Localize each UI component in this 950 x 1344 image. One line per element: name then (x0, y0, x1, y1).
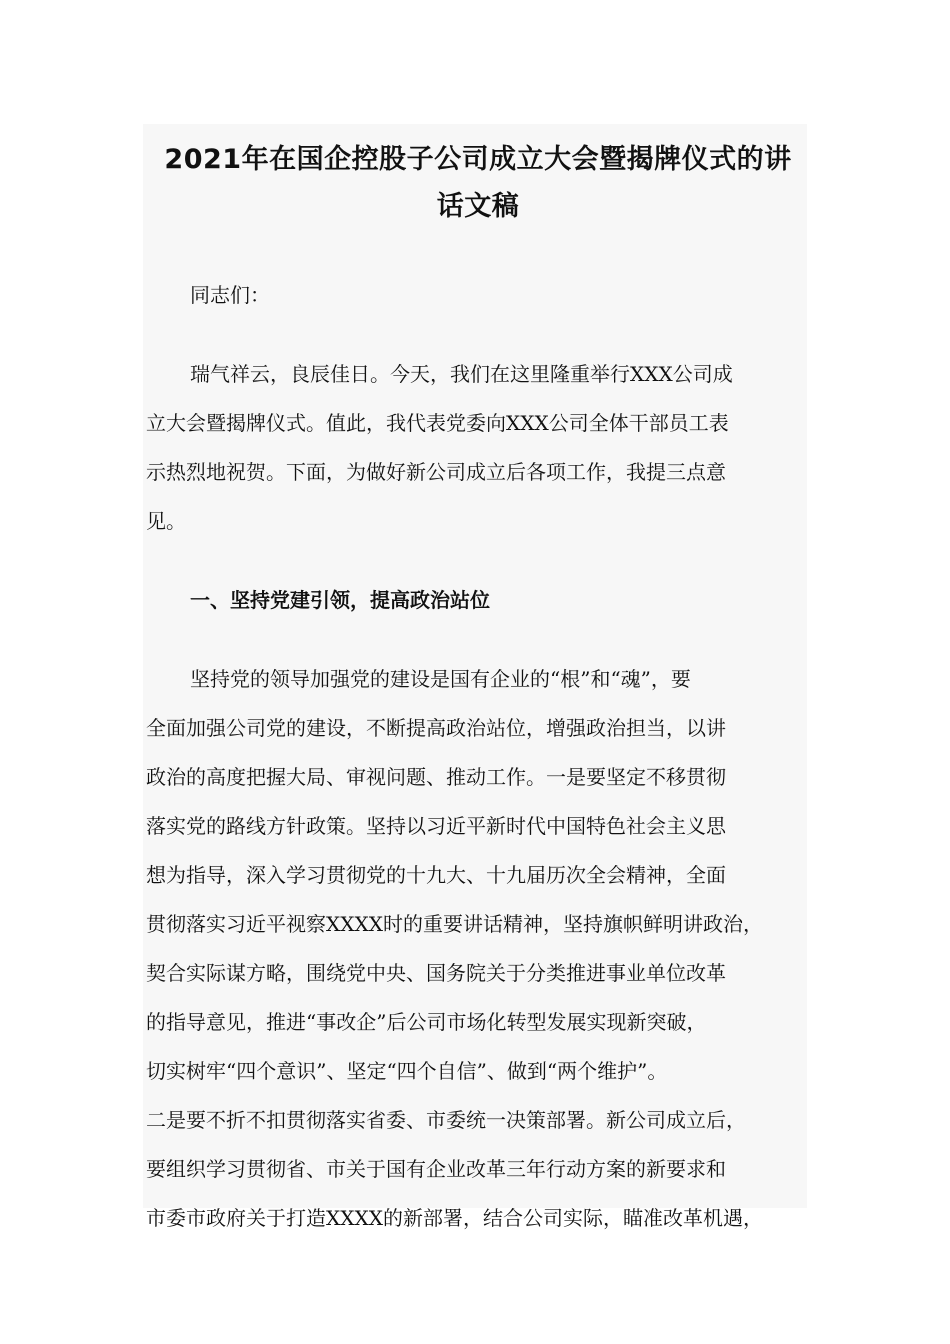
section-1-line: 要组织学习贯彻省、市关于国有企业改革三年行动方案的新要求和 (146, 1157, 726, 1181)
section-1-line: 二是要不折不扣贯彻落实省委、市委统一决策部署。新公司成立后， (146, 1108, 746, 1132)
section-1-line: 全面加强公司党的建设，不断提高政治站位，增强政治担当，以讲 (146, 716, 726, 740)
section-1-line: 的指导意见，推进“事改企”后公司市场化转型发展实现新突破， (146, 1010, 707, 1034)
section-1-line: 想为指导，深入学习贯彻党的十九大、十九届历次全会精神，全面 (146, 863, 726, 887)
section-1-line: 市委市政府关于打造XXXX的新部署，结合公司实际，瞄准改革机遇， (146, 1206, 763, 1230)
intro-paragraph (146, 350, 810, 546)
section-1-line: 切实树牢“四个意识”、坚定“四个自信”、做到“两个维护”。 (146, 1059, 668, 1083)
salutation: 同志们： (190, 283, 270, 307)
section-1-line: 贯彻落实习近平视察XXXX时的重要讲话精神，坚持旗帜鲜明讲政治， (146, 912, 763, 936)
document-title (146, 136, 810, 230)
section-1-line: 落实党的路线方针政策。坚持以习近平新时代中国特色社会主义思 (146, 814, 726, 838)
intro-line: 见。 (146, 509, 186, 533)
intro-line: 瑞气祥云，良辰佳日。今天，我们在这里隆重举行XXX公司成 (190, 362, 733, 386)
section-1-line: 契合实际谋方略，围绕党中央、国务院关于分类推进事业单位改革 (146, 961, 726, 985)
section-1-line: 坚持党的领导加强党的建设是国有企业的“根”和“魂”，要 (190, 667, 691, 691)
section-1-line: 政治的高度把握大局、审视问题、推动工作。一是要坚定不移贯彻 (146, 765, 726, 789)
title-line-2: 话文稿 (436, 191, 520, 222)
intro-line: 立大会暨揭牌仪式。值此，我代表党委向XXX公司全体干部员工表 (146, 411, 729, 435)
document-body (146, 124, 810, 1243)
section-1-heading: 一、坚持党建引领，提高政治站位 (190, 588, 490, 612)
title-line-1: 2021年在国企控股子公司成立大会暨揭牌仪式的讲 (164, 144, 792, 175)
section-1-paragraph (146, 655, 810, 1243)
intro-line: 示热烈地祝贺。下面，为做好新公司成立后各项工作，我提三点意 (146, 460, 726, 484)
